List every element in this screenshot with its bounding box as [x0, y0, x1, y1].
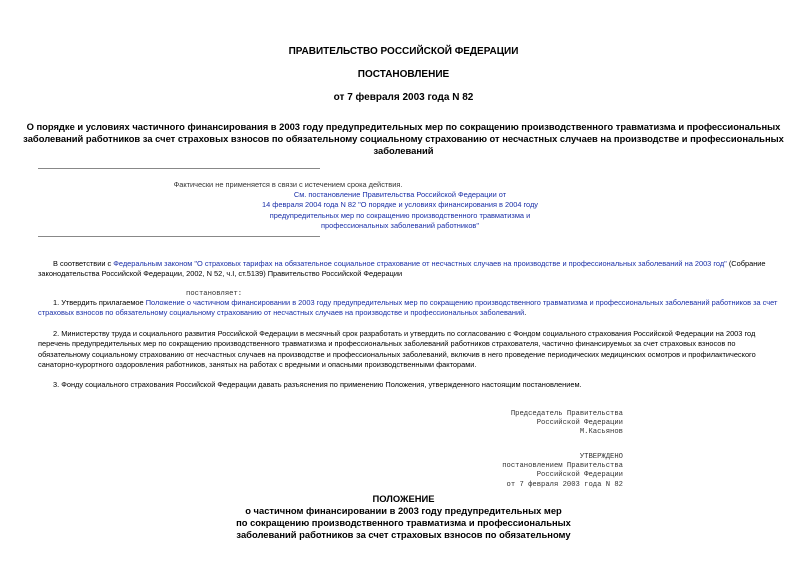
item2-line: обязательному социальному страхованию от несчастных случаев на производстве и профессиональных заболеваний, включив в него проведение периодических медицинских осмотров и профилактического [38, 349, 756, 359]
notice-see-line: 14 февраля 2004 года N 82 "О порядке и условиях финансирования в 2004 году [262, 200, 538, 210]
regulation-line: по сокращению производственного травматизма и профессиональных [236, 517, 571, 528]
document-type: ПОСТАНОВЛЕНИЕ [357, 69, 450, 80]
regulation-heading: ПОЛОЖЕНИЕ [372, 493, 435, 504]
document-title [0, 121, 807, 157]
date-number: от 7 февраля 2003 года N 82 [333, 92, 474, 103]
approved-line: УТВЕРЖДЕНО [579, 453, 623, 461]
title-line: заболеваний работников за счет страховых взносов по обязательному социальному страхованию от несчастных случаев на производстве и профессиональных [23, 133, 784, 144]
notice-see-line: предупредительных мер по сокращению производственного травматизма и [269, 210, 531, 220]
decree-word: постановляет: [186, 290, 243, 298]
approved-line: Российской Федерации [536, 471, 623, 480]
item1-start: 1. Утвердить прилагаемое [53, 298, 146, 307]
preamble-start: В соответствии с [53, 259, 114, 268]
item2-line: санаторно-курортного оздоровления работников, занятых на работах с вредными и опасными производственными факторами. [38, 360, 477, 370]
notice-block [38, 180, 758, 190]
item-2 [38, 329, 769, 371]
item2-line: перечень предупредительных мер по сокращению производственного травматизма и профессиональных заболеваний работников страхователя, частично финансируемых за счет страховых взносов по [38, 339, 736, 349]
approved-block [502, 453, 623, 490]
item-3: 3. Фонду социального страхования Российской Федерации давать разъяснения по применению Положения, утвержденного настоящим постановлением. [53, 380, 582, 389]
preamble-line2: законодательства Российской Федерации, 2002, N 52, ч.I, ст.5139) Правительство Российской Федерации [38, 269, 403, 279]
signature-line: Председатель Правительства [510, 410, 623, 418]
preamble-after-link: (Собрание [726, 259, 766, 268]
regulation-heading-block [0, 493, 807, 541]
preamble [38, 259, 773, 280]
federal-law-link[interactable]: Федеральным законом "О страховых тарифах на обязательное социальное страхование от несчастных случаев на производстве и профессиональных заболеваний на 2003 год" [113, 259, 727, 268]
notice-see-line: См. постановление Правительства Российской Федерации от [293, 190, 507, 199]
notice-see-line: профессиональных заболеваний работников" [321, 221, 479, 231]
signature-block [511, 410, 623, 438]
signature-line: М.Касьянов [579, 428, 623, 437]
regulation-link[interactable]: Положение о частичном финансировании в 2003 году предупредительных мер по сокращению производственного травматизма и профессиональных заболеваний работников за счет [145, 298, 778, 307]
signature-line: Российской Федерации [536, 419, 623, 428]
approved-line: постановлением Правительства [502, 462, 623, 471]
title-line: заболеваний [373, 145, 434, 156]
regulation-link-continued[interactable]: страховых взносов по обязательному социальному страхованию от несчастных случаев на производстве и профессиональных заболеваний [38, 308, 525, 318]
notice-status: Фактически не применяется в связи с истечением срока действия. [173, 180, 403, 189]
regulation-line: заболеваний работников за счет страховых взносов по обязательному [236, 529, 571, 540]
regulation-line: о частичном финансировании в 2003 году предупредительных мер [245, 505, 562, 516]
item1-end: . [524, 308, 527, 318]
government-heading: ПРАВИТЕЛЬСТВО РОССИЙСКОЙ ФЕДЕРАЦИИ [288, 46, 519, 57]
notice-see-link[interactable] [250, 190, 550, 232]
divider-bottom [38, 236, 320, 237]
title-line: О порядке и условиях частичного финансирования в 2003 году предупредительных мер по сокращению производственного травматизма и профессиональных [26, 121, 781, 132]
approved-line: от 7 февраля 2003 года N 82 [506, 480, 623, 489]
item-1 [38, 298, 778, 319]
divider-top [38, 168, 320, 169]
item2-line: 2. Министерству труда и социального развития Российской Федерации в месячный срок разработать и утвердить по согласованию с Фондом социального страхования Российской Федерации на 2003 год [53, 329, 756, 338]
